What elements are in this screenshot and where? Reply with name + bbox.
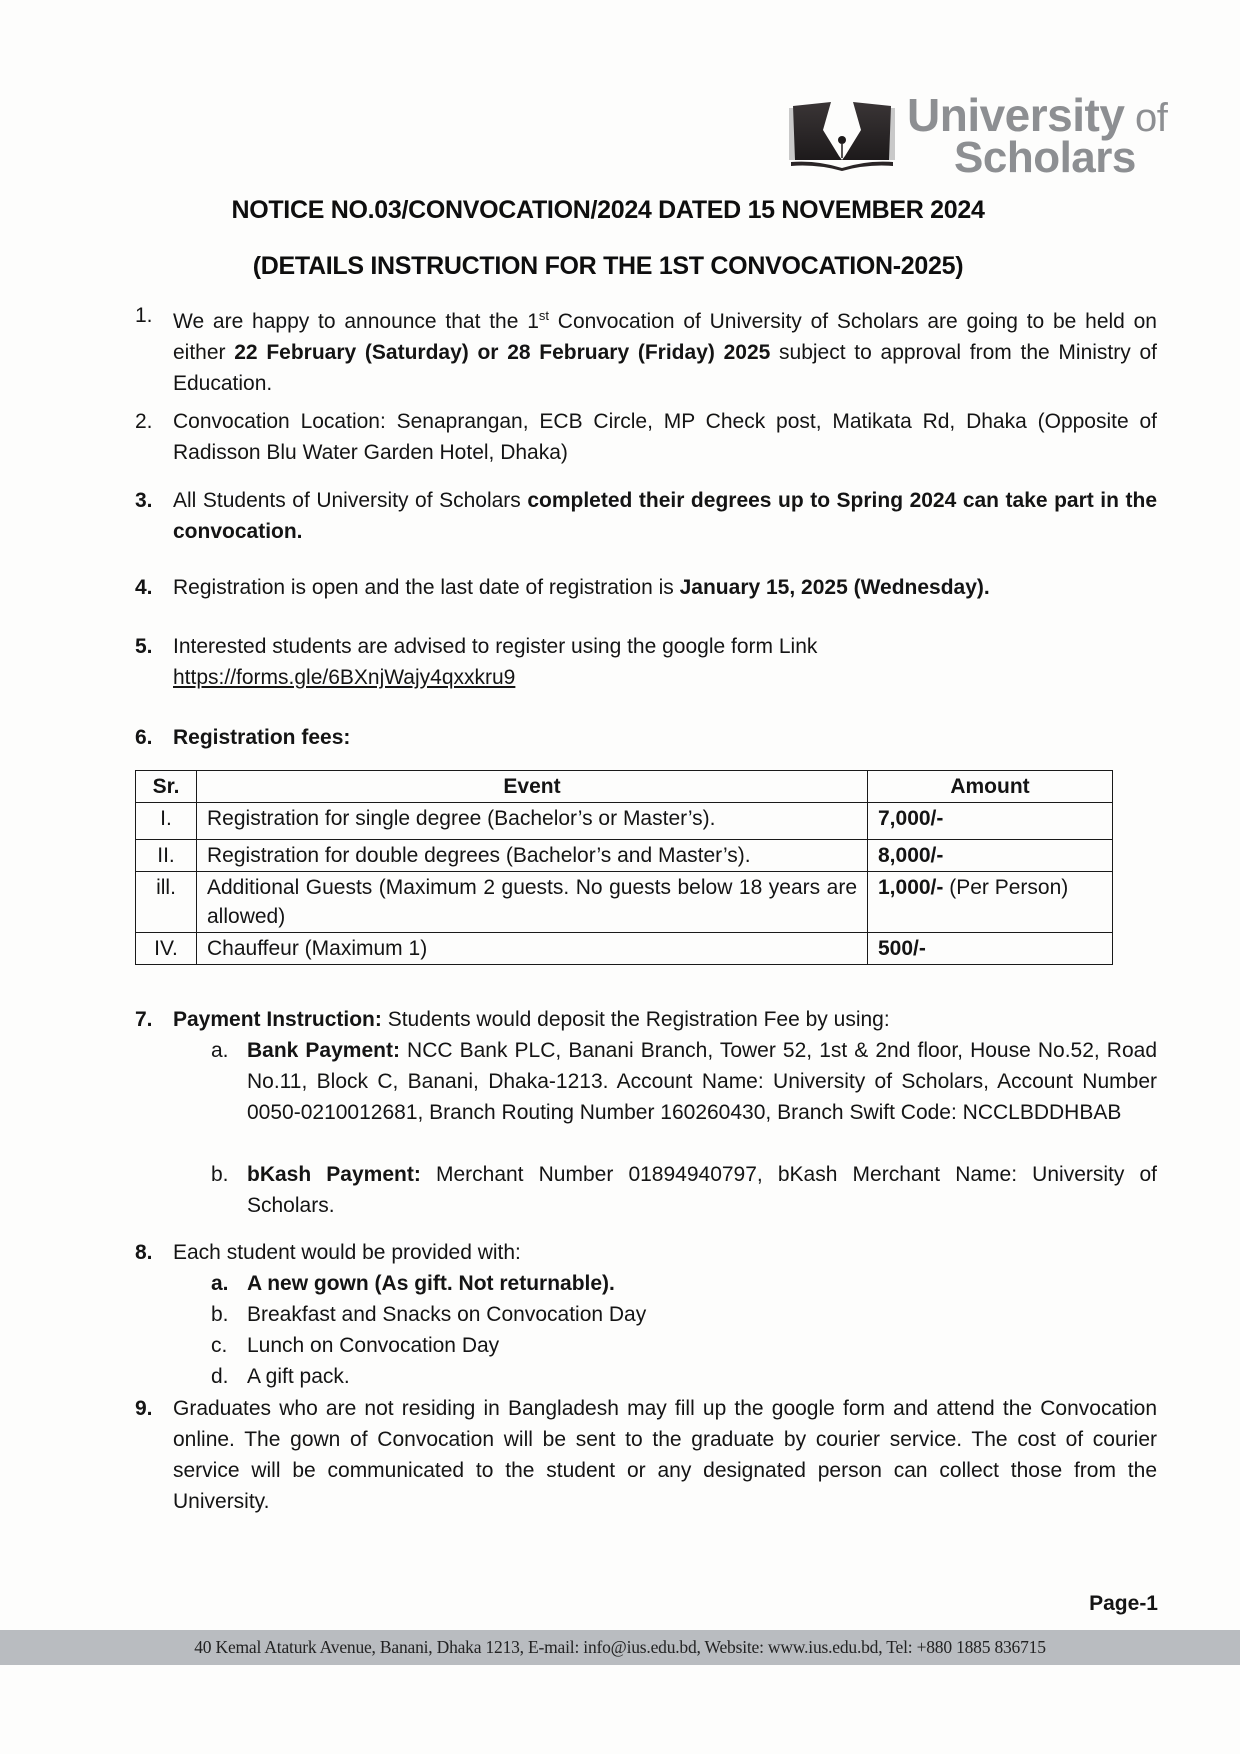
provision-item [211, 1299, 1157, 1330]
sub-item-letter: b. [211, 1303, 229, 1326]
sub-item-text: Bank Payment: NCC Bank PLC, Banani Branch, Tower 52, 1st & 2nd floor, House No.52, Road No.11, Block C, Banani, Dhaka-1213. Account Name: University of Scholars, Account Number 0050-0210012681, Branch Routing Number 160260430, Branch Swift Code: NCCLBDDHBAB [247, 1039, 1158, 1124]
notice-item-8 [135, 1237, 1157, 1268]
sub-item-text: A gift pack. [247, 1365, 350, 1388]
notice-item-7 [135, 1004, 1157, 1035]
provision-item [211, 1361, 1157, 1392]
payment-option-bank [211, 1035, 1157, 1128]
sub-item-text: A new gown (As gift. Not returnable). [247, 1272, 615, 1295]
item-number: 9. [135, 1397, 153, 1420]
logo-text-line2: Scholars [954, 133, 1136, 182]
item-text: Payment Instruction: Students would deposit the Registration Fee by using: [173, 1008, 890, 1031]
notice-item-1 [135, 300, 1157, 399]
cell-sr: II. [136, 840, 197, 872]
university-logo [787, 89, 1168, 182]
item-number: 4. [135, 576, 153, 599]
item-text: Registration fees: [173, 726, 351, 749]
cell-event: Chauffeur (Maximum 1) [197, 933, 868, 965]
cell-event: Registration for double degrees (Bachelor’s and Master’s). [197, 840, 868, 872]
item-number: 1. [135, 304, 153, 327]
item-text: All Students of University of Scholars completed their degrees up to Spring 2024 can take part in the convocation. [173, 489, 1157, 543]
item-text: Convocation Location: Senaprangan, ECB Circle, MP Check post, Matikata Rd, Dhaka (Opposite of Radisson Blu Water Garden Hotel, Dhaka) [173, 410, 1157, 464]
item-text: Each student would be provided with: [173, 1241, 521, 1264]
column-header-event: Event [197, 771, 868, 803]
item-number: 5. [135, 635, 153, 658]
item-text: Graduates who are not residing in Bangladesh may fill up the google form and attend the Convocation online. The gown of Convocation will be sent to the graduate by courier service. The cost of courier service will be communicated to the student or any designated person can collect those from the University. [173, 1397, 1157, 1513]
item-text: Interested students are advised to register using the google form Link https://forms.gle/6BXnjWajy4qxxkru9 [173, 635, 818, 689]
cell-amount: 8,000/- [868, 840, 1113, 872]
item-number: 2. [135, 410, 153, 433]
table-row [136, 840, 1113, 872]
sub-item-text: bKash Payment: Merchant Number 01894940797, bKash Merchant Name: University of Scholars. [247, 1163, 1158, 1217]
table-header-row [136, 771, 1113, 803]
table-row [136, 872, 1113, 933]
payment-option-bkash [211, 1159, 1157, 1221]
column-header-amount: Amount [868, 771, 1113, 803]
notice-item-6 [135, 722, 1157, 753]
cell-sr: I. [136, 803, 197, 840]
sub-item-letter: b. [211, 1163, 229, 1186]
notice-title: NOTICE NO.03/CONVOCATION/2024 DATED 15 NOVEMBER 2024 [231, 196, 985, 224]
sub-item-letter: a. [211, 1272, 229, 1295]
cell-event: Registration for single degree (Bachelor’s or Master’s). [197, 803, 868, 840]
footer-contact-info: 40 Kemal Ataturk Avenue, Banani, Dhaka 1213, E-mail: info@ius.edu.bd, Website: www.ius.edu.bd, Tel: +880 1885 836715 [194, 1637, 1046, 1657]
item-number: 6. [135, 726, 153, 749]
cell-sr: ill. [136, 872, 197, 933]
notice-item-4 [135, 572, 1157, 603]
sub-item-letter: a. [211, 1039, 229, 1062]
cell-amount: 1,000/- (Per Person) [868, 872, 1113, 933]
notice-item-9 [135, 1393, 1157, 1517]
google-form-link[interactable]: https://forms.gle/6BXnjWajy4qxxkru9 [173, 666, 516, 689]
notice-item-5 [135, 631, 1157, 693]
book-pen-icon [787, 100, 897, 172]
item-number: 8. [135, 1241, 153, 1264]
page-number: Page-1 [1089, 1592, 1158, 1615]
cell-event: Additional Guests (Maximum 2 guests. No guests below 18 years are allowed) [197, 872, 868, 933]
notice-subtitle: (DETAILS INSTRUCTION FOR THE 1ST CONVOCATION-2025) [252, 252, 964, 280]
item-text: Registration is open and the last date of registration is January 15, 2025 (Wednesday). [173, 576, 990, 599]
table-row [136, 933, 1113, 965]
item-number: 3. [135, 489, 153, 512]
notice-item-2 [135, 406, 1157, 468]
cell-amount: 500/- [868, 933, 1113, 965]
sub-item-text: Breakfast and Snacks on Convocation Day [247, 1303, 647, 1326]
provision-item [211, 1330, 1157, 1361]
sub-item-letter: c. [211, 1334, 228, 1357]
cell-amount: 7,000/- [868, 803, 1113, 840]
sub-item-letter: d. [211, 1365, 229, 1388]
item-text: We are happy to announce that the 1st Convocation of University of Scholars are going to be held on either 22 February (Saturday) or 28 February (Friday) 2025 subject to approval from the Ministry of Education. [173, 308, 1157, 395]
registration-fees-table [135, 770, 1113, 965]
item-number: 7. [135, 1008, 153, 1031]
cell-sr: IV. [136, 933, 197, 965]
column-header-sr: Sr. [136, 771, 197, 803]
sub-item-text: Lunch on Convocation Day [247, 1334, 500, 1357]
table-row [136, 803, 1113, 840]
logo-text-line1: University of [907, 89, 1168, 141]
notice-item-3 [135, 485, 1157, 547]
provision-item [211, 1268, 1157, 1299]
